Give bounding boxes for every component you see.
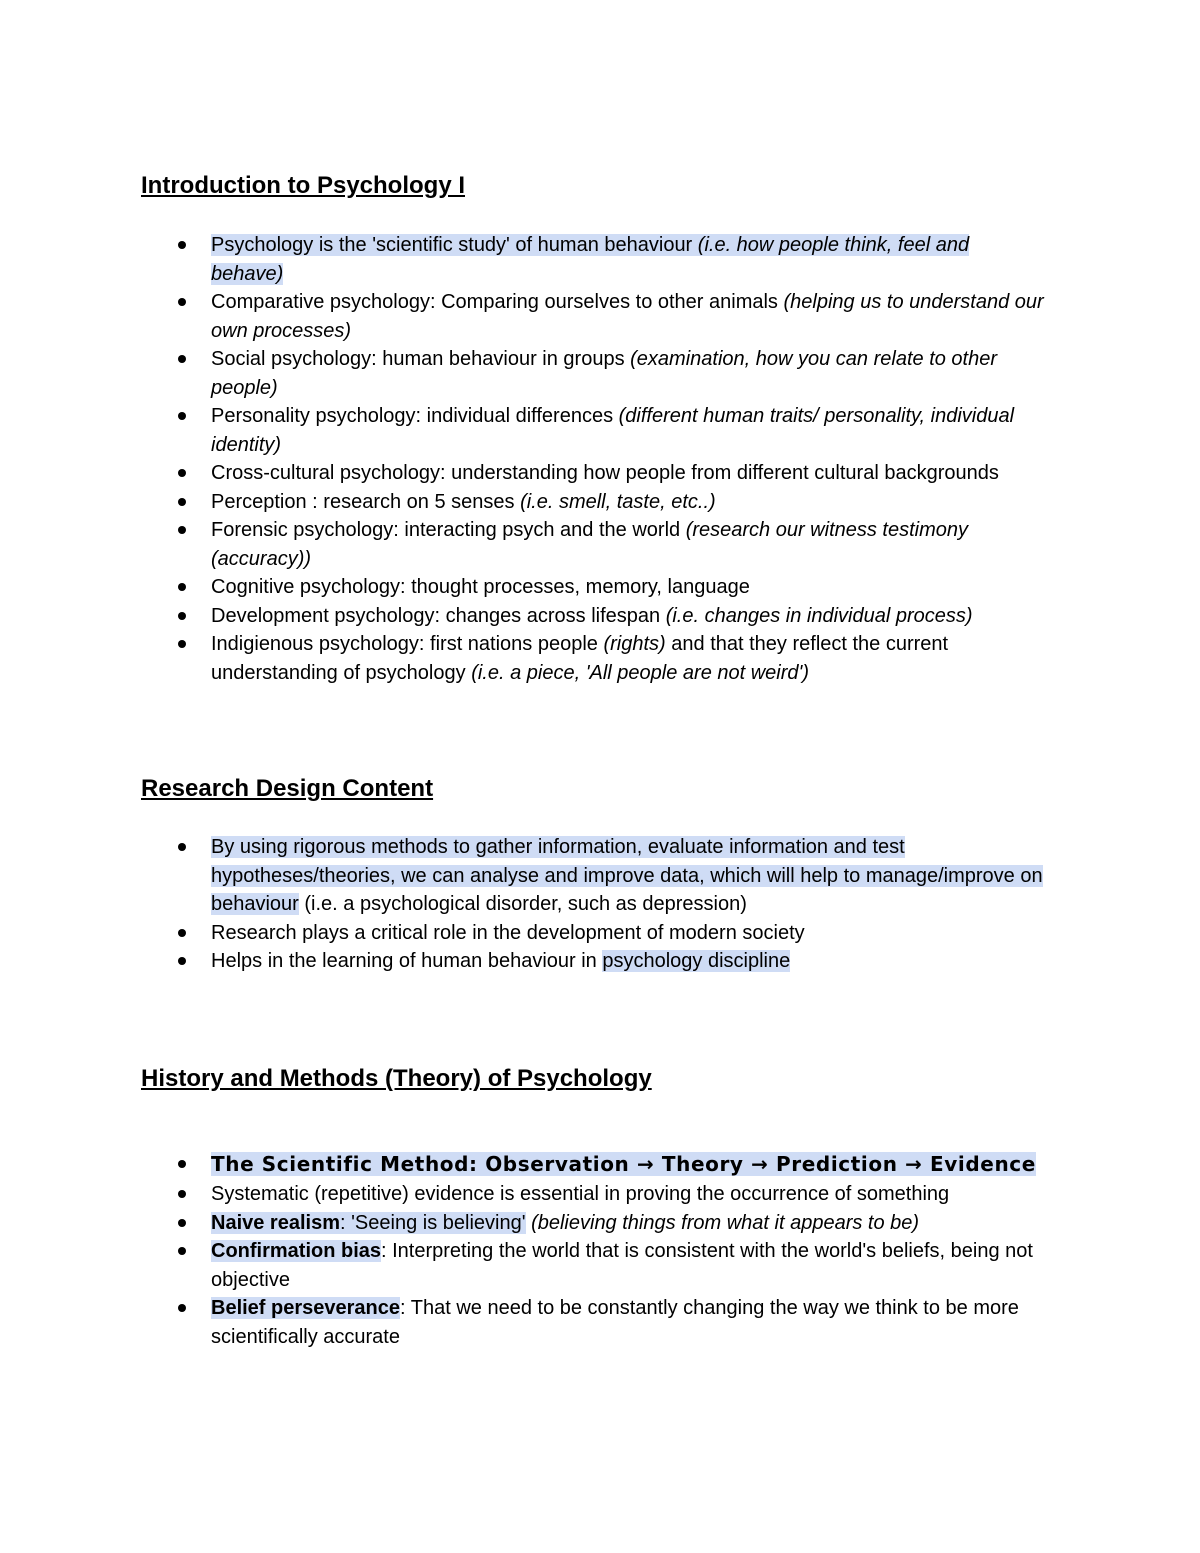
item-text: Helps in the learning of human behaviour in xyxy=(211,950,603,972)
section-title-introduction: Introduction to Psychology I xyxy=(141,172,465,199)
list-research-design xyxy=(141,833,1046,976)
list-item xyxy=(141,459,1046,488)
list-item xyxy=(141,1237,1046,1294)
item-text: : That we need to be constantly changing the way we think to be more scientifically accurate xyxy=(211,1297,1019,1348)
item-text: Social psychology: human behaviour in groups xyxy=(211,348,631,370)
italic-note: (believing things from what it appears to be) xyxy=(531,1211,920,1234)
italic-note: (different human traits/ personality, individual identity) xyxy=(211,405,1015,456)
list-history-methods xyxy=(141,1149,1046,1351)
italic-note: (i.e. changes in individual process) xyxy=(665,604,973,627)
italic-note: (i.e. smell, taste, etc..) xyxy=(520,490,716,513)
list-item xyxy=(141,488,1046,517)
item-text: The Scientific Method: Observation → Theory → Prediction → Evidence xyxy=(211,1152,1036,1176)
list-item xyxy=(141,1180,1046,1209)
item-text: : 'Seeing is believing' xyxy=(339,1211,526,1234)
item-text: Perception : research on 5 senses xyxy=(211,490,521,513)
term-label: Confirmation bias xyxy=(211,1240,382,1262)
item-text: Comparative psychology: Comparing ourselves to other animals xyxy=(211,291,784,313)
item-text: : Interpreting the world that is consistent with the world's beliefs, being not objective xyxy=(211,1240,1033,1291)
section-title-history-methods: History and Methods (Theory) of Psychology xyxy=(141,1065,652,1092)
item-text: (i.e. a psychological disorder, such as depression) xyxy=(298,893,747,915)
italic-note: (helping us to understand our own processes) xyxy=(211,291,1044,342)
italic-note: (i.e. how people think, feel and behave) xyxy=(211,234,970,285)
term-label: Naive realism xyxy=(211,1211,340,1234)
item-text: By using rigorous methods to gather information, evaluate information and test hypotheses/theories, we can analyse and improve data, which will help to manage/improve on behaviour xyxy=(211,836,1043,915)
item-text: Development psychology: changes across lifespan xyxy=(211,604,666,627)
item-text: Personality psychology: individual differences xyxy=(211,405,619,427)
list-item xyxy=(141,602,1046,631)
list-item xyxy=(141,919,1046,948)
list-item xyxy=(141,947,1046,976)
list-item xyxy=(141,288,1046,345)
list-item xyxy=(141,516,1046,573)
italic-note: (research our witness testimony (accuracy)) xyxy=(211,519,969,570)
italic-note: (i.e. a piece, 'All people are not weird') xyxy=(471,661,809,684)
section-title-research-design: Research Design Content xyxy=(141,775,434,802)
item-text: Cross-cultural psychology: understanding how people from different cultural backgrounds xyxy=(211,462,999,484)
item-text: Research plays a critical role in the development of modern society xyxy=(211,921,805,944)
italic-note: (examination, how you can relate to other people) xyxy=(211,348,998,399)
item-text: Forensic psychology: interacting psych and the world xyxy=(211,519,686,541)
item-text: Cognitive psychology: thought processes, memory, language xyxy=(211,576,750,598)
term-label: Belief perseverance xyxy=(211,1297,401,1319)
list-introduction xyxy=(141,231,1046,687)
list-item xyxy=(141,402,1046,459)
item-text: Indigienous psychology: first nations people xyxy=(211,633,604,655)
italic-note: (rights) xyxy=(603,633,666,655)
item-text: psychology discipline xyxy=(602,950,791,972)
list-item xyxy=(141,630,1046,687)
list-item xyxy=(141,833,1046,919)
list-item xyxy=(141,1149,1046,1180)
item-text: and that they reflect the current understanding of psychology xyxy=(211,633,949,684)
list-item xyxy=(141,231,1046,288)
list-item xyxy=(141,1294,1046,1351)
item-text: Systematic (repetitive) evidence is essential in proving the occurrence of something xyxy=(211,1183,950,1205)
list-item xyxy=(141,573,1046,602)
item-text: Psychology is the 'scientific study' of human behaviour xyxy=(211,234,698,256)
list-item xyxy=(141,345,1046,402)
list-item xyxy=(141,1209,1046,1238)
